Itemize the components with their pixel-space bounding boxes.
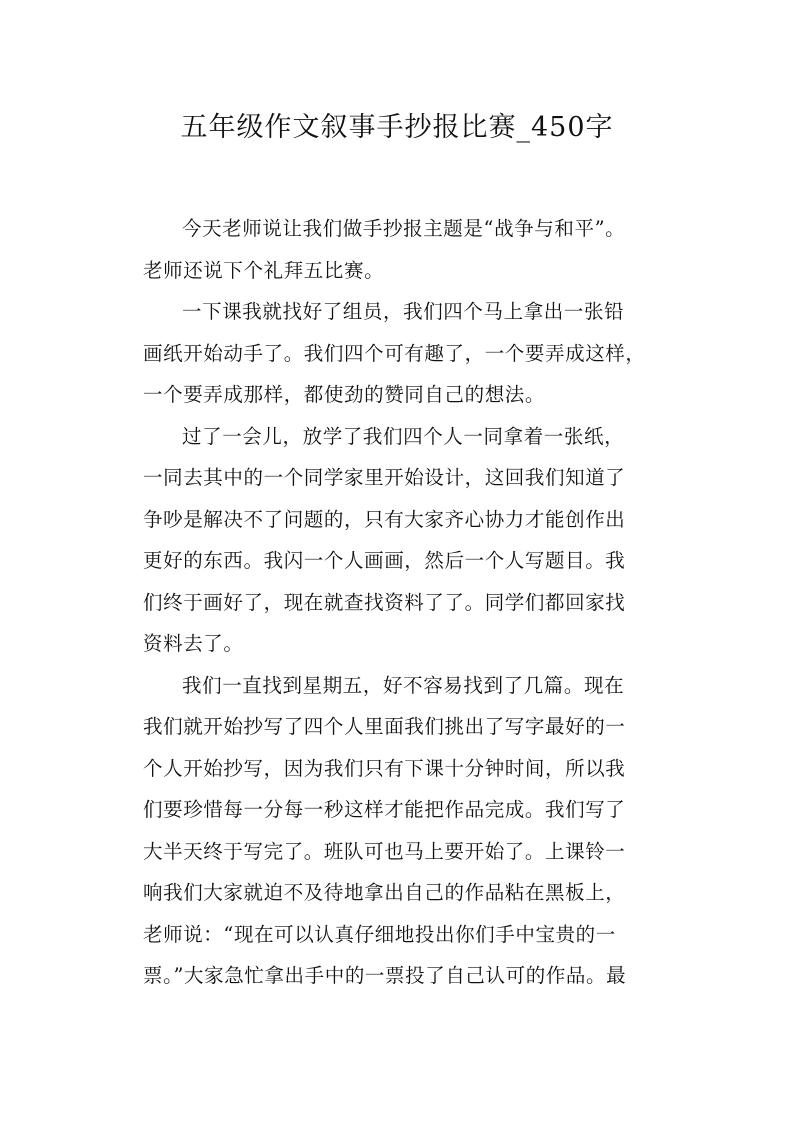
paragraph-line: 响我们大家就迫不及待地拿出自己的作品粘在黑板上， bbox=[143, 881, 626, 904]
paragraph-line: 画纸开始动手了。我们四个可有趣了，一个要弄成这样， bbox=[143, 341, 646, 365]
paragraph-line: 更好的东西。我闪一个人画画，然后一个人写题目。我 bbox=[143, 549, 626, 572]
paragraph-line: 今天老师说让我们做手抄报主题是“战争与和平”。 bbox=[182, 217, 626, 240]
paragraph-line: 老师说：“现在可以认真仔细地投出你们手中宝贵的一 bbox=[143, 922, 616, 946]
document-title: 五年级作文叙事手抄报比赛_450字 bbox=[180, 112, 614, 143]
paragraph-line: 老师还说下个礼拜五比赛。 bbox=[143, 258, 385, 282]
paragraph-line: 争吵是解决不了问题的，只有大家齐心协力才能创作出 bbox=[143, 507, 626, 531]
article-body bbox=[143, 208, 663, 997]
paragraph-line: 过了一会儿，放学了我们四个人一同拿着一张纸， bbox=[182, 424, 625, 448]
paragraph-line: 我们就开始抄写了四个人里面我们挑出了写字最好的一 bbox=[143, 715, 626, 738]
paragraph-line: 票。”大家急忙拿出手中的一票投了自己认可的作品。最 bbox=[143, 964, 627, 987]
paragraph-line: 一个要弄成那样，都使劲的赞同自己的想法。 bbox=[143, 383, 546, 406]
paragraph-line: 个人开始抄写，因为我们只有下课十分钟时间，所以我 bbox=[143, 756, 626, 780]
paragraph-line: 我们一直找到星期五，好不容易找到了几篇。现在 bbox=[182, 673, 625, 697]
paragraph-line: 资料去了。 bbox=[143, 632, 244, 655]
paragraph-line: 们要珍惜每一分每一秒这样才能把作品完成。我们写了 bbox=[143, 798, 626, 821]
paragraph-line: 大半天终于写完了。班队可也马上要开始了。上课铃一 bbox=[143, 839, 626, 863]
paragraph-line: 一同去其中的一个同学家里开始设计，这回我们知道了 bbox=[143, 466, 626, 489]
paragraph-line: 一下课我就找好了组员，我们四个马上拿出一张铅 bbox=[182, 300, 625, 323]
paragraph-line: 们终于画好了，现在就查找资料了了。同学们都回家找 bbox=[143, 590, 626, 614]
